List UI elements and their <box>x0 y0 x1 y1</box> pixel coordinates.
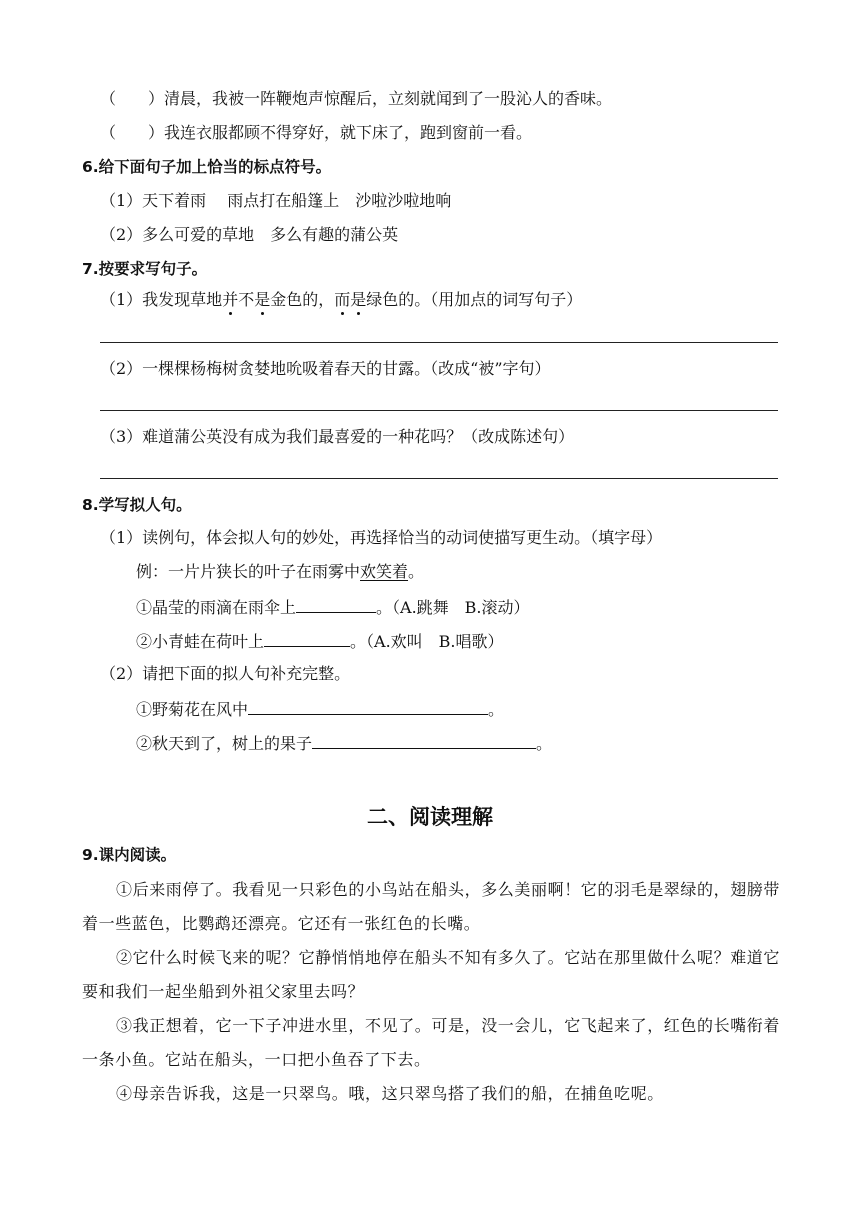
example-suffix: 。 <box>408 562 425 581</box>
q8-sub-2 <box>136 630 504 652</box>
passage-paragraph-4: ④母亲告诉我，这是一只翠鸟。哦，这只翠鸟搭了我们的船，在捕鱼吃呢。 <box>116 1084 664 1103</box>
q7-item-1-mid: 金色的， <box>270 290 335 309</box>
q8-item-2: （2）请把下面的拟人句补充完整。 <box>100 664 351 683</box>
emphasis-dot-char: 而 <box>334 290 351 309</box>
q7-title: 7.按要求写句子。 <box>82 260 208 278</box>
q8-title: 8.学写拟人句。 <box>82 496 192 514</box>
q7-item-2: （2）一棵棵杨梅树贪婪地吮吸着春天的甘露。（改成“被”字句） <box>100 359 551 378</box>
q6-item-1: （1）天下着雨 雨点打在船篷上 沙啦沙啦地响 <box>100 191 452 210</box>
emphasis-dot-char: 是 <box>350 290 367 309</box>
q8-sub-3 <box>136 698 504 720</box>
q8-sub-4 <box>136 732 552 754</box>
sub-4-prefix: ②秋天到了，树上的果子 <box>136 734 313 753</box>
sub-3-prefix: ①野菊花在风中 <box>136 700 249 719</box>
q6-item-2: （2）多么可爱的草地 多么有趣的蒲公英 <box>100 225 399 244</box>
q8-sub-1 <box>136 596 530 618</box>
q7-item-3: （3）难道蒲公英没有成为我们最喜爱的一种花吗？（改成陈述句） <box>100 427 575 446</box>
sub-1-suffix: 。（A.跳舞 B.滚动） <box>376 598 530 617</box>
sub-2-prefix: ②小青蛙在荷叶上 <box>136 632 265 651</box>
fill-blank[interactable] <box>312 732 536 749</box>
passage-paragraph-3: ③我正想着，它一下子冲进水里，不见了。可是，没一会儿，它飞起来了，红色的长嘴衔着一条小鱼。它站在船头，一口把小鱼吞了下去。 <box>82 1016 781 1069</box>
answer-line[interactable] <box>100 342 778 343</box>
passage-paragraph-1: ①后来雨停了。我看见一只彩色的小鸟站在船头，多么美丽啊！它的羽毛是翠绿的，翅膀带着一些蓝色，比鹦鹉还漂亮。它还有一张红色的长嘴。 <box>82 880 781 933</box>
q9-title: 9.课内阅读。 <box>82 846 177 864</box>
emphasis-dot-char: 是 <box>254 290 271 309</box>
example-prefix: 例：一片片狭长的叶子在雨雾中 <box>136 562 361 581</box>
q5-line-1: （ ）清晨，我被一阵鞭炮声惊醒后，立刻就闻到了一股沁人的香味。 <box>100 89 613 108</box>
q8-item-1: （1）读例句，体会拟人句的妙处，再选择恰当的动词使描写更生动。（填字母） <box>100 528 663 547</box>
q8-example <box>136 562 424 582</box>
q7-item-1 <box>100 290 582 310</box>
q5-line-2: （ ）我连衣服都顾不得穿好，就下床了，跑到窗前一看。 <box>100 123 533 142</box>
fill-blank[interactable] <box>264 630 350 647</box>
sub-2-suffix: 。（A.欢叫 B.唱歌） <box>350 632 504 651</box>
emphasis-dot-char: 并 <box>222 290 239 309</box>
fill-blank[interactable] <box>248 698 488 715</box>
q6-title: 6.给下面句子加上恰当的标点符号。 <box>82 158 332 176</box>
q7-item-1-mid: 不 <box>238 290 255 309</box>
example-underlined: 欢笑着 <box>360 562 409 581</box>
sub-3-suffix: 。 <box>488 700 505 719</box>
answer-line[interactable] <box>100 410 778 411</box>
fill-blank[interactable] <box>296 596 376 613</box>
sub-4-suffix: 。 <box>536 734 553 753</box>
q7-item-1-prefix: （1）我发现草地 <box>100 290 223 309</box>
q7-item-1-suffix: 绿色的。（用加点的词写句子） <box>366 290 583 309</box>
sub-1-prefix: ①晶莹的雨滴在雨伞上 <box>136 598 297 617</box>
passage-paragraph-2: ②它什么时候飞来的呢？它静悄悄地停在船头不知有多久了。它站在那里做什么呢？难道它要和我们一起坐船到外祖父家里去吗？ <box>82 948 781 1001</box>
section-heading: 二、阅读理解 <box>367 805 493 829</box>
answer-line[interactable] <box>100 478 778 479</box>
